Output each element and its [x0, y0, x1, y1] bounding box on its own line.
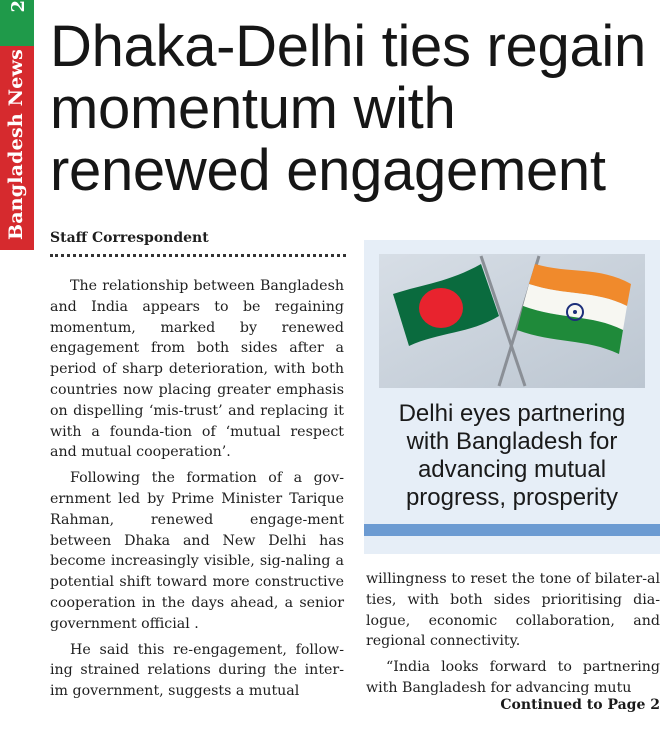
paragraph: The relationship between Bangladesh and India appears to be regaining momentum, marked by renewed engagement from both sides after a period of sharp deterioration, with both countries now placing greater emphasis on dispelling ‘mis-trust’ and replacing it with a founda-tion of ‘mutual respect and mutual cooperation’.: [50, 278, 344, 461]
flags-photo: [379, 254, 645, 388]
article-column-left: [50, 276, 344, 707]
byline: Staff Correspondent: [50, 230, 209, 246]
bangladesh-india-flags-image: [379, 254, 645, 388]
section-tab: [0, 0, 34, 250]
section-tab-green: [0, 0, 34, 46]
paragraph: willingness to reset the tone of bilater-al ties, with both sides prioritising dia-logue, economic collaboration, and regional connectivity.: [366, 571, 660, 650]
pull-quote: Delhi eyes partnering with Bangladesh for advancing mutual progress, prosperity: [398, 400, 626, 511]
section-tab-red: [0, 46, 34, 250]
section-label: Bangladesh News: [5, 48, 27, 240]
photo-box: [364, 240, 660, 554]
paragraph: He said this re-engagement, follow-ing strained relations during the inter-im government, suggests a mutual: [50, 641, 344, 700]
continued-link[interactable]: Continued to Page 2: [500, 697, 660, 713]
dotted-divider: [50, 254, 346, 257]
paragraph: Following the formation of a gov-ernment led by Prime Minister Tarique Rahman, renewed engage-ment between Dhaka and New Delhi has become increasingly visible, sig-naling a potential shift toward more constructive cooperation in the days ahead, a senior government official .: [50, 470, 344, 632]
headline: Dhaka-Delhi ties regain momentum with renewed engagement: [50, 14, 646, 203]
paragraph: “India looks forward to partnering with Bangladesh for advancing mutu: [366, 659, 660, 696]
box-accent-bar: [364, 524, 660, 536]
article-column-right: [366, 569, 660, 704]
page-number: 2: [8, 0, 29, 13]
